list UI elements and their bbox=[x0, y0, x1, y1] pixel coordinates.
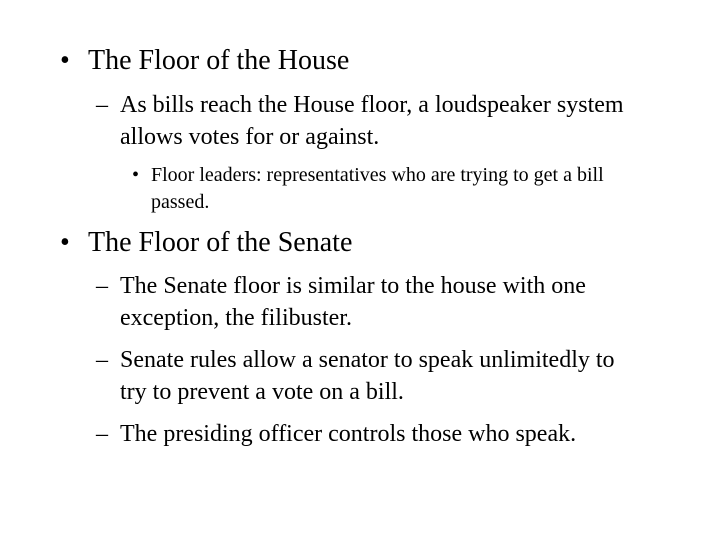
dash-icon: – bbox=[96, 92, 108, 118]
heading-text: The Floor of the House bbox=[88, 45, 350, 76]
point-presiding-officer bbox=[96, 418, 676, 450]
point-house-loudspeaker bbox=[96, 89, 656, 153]
bullet-icon: • bbox=[60, 227, 70, 258]
point-text: Senate rules allow a senator to speak unlimitedly to try to prevent a vote on a bill. bbox=[120, 347, 615, 405]
dash-icon: – bbox=[96, 347, 108, 373]
bullet-icon: • bbox=[132, 164, 140, 186]
section-heading-senate bbox=[60, 227, 660, 259]
subpoint-text: Floor leaders: representatives who are trying to get a bill passed. bbox=[151, 164, 604, 213]
heading-text: The Floor of the Senate bbox=[88, 227, 353, 258]
point-senate-rules bbox=[96, 344, 626, 408]
subpoint-floor-leaders bbox=[132, 162, 662, 216]
point-text: The presiding officer controls those who speak. bbox=[120, 421, 577, 447]
dash-icon: – bbox=[96, 421, 108, 447]
section-heading-house bbox=[60, 45, 660, 77]
bullet-icon: • bbox=[60, 45, 70, 76]
point-text: As bills reach the House floor, a loudspeaker system allows votes for or against. bbox=[120, 92, 624, 150]
dash-icon: – bbox=[96, 273, 108, 299]
point-senate-similar bbox=[96, 270, 626, 334]
point-text: The Senate floor is similar to the house with one exception, the filibuster. bbox=[120, 273, 586, 331]
